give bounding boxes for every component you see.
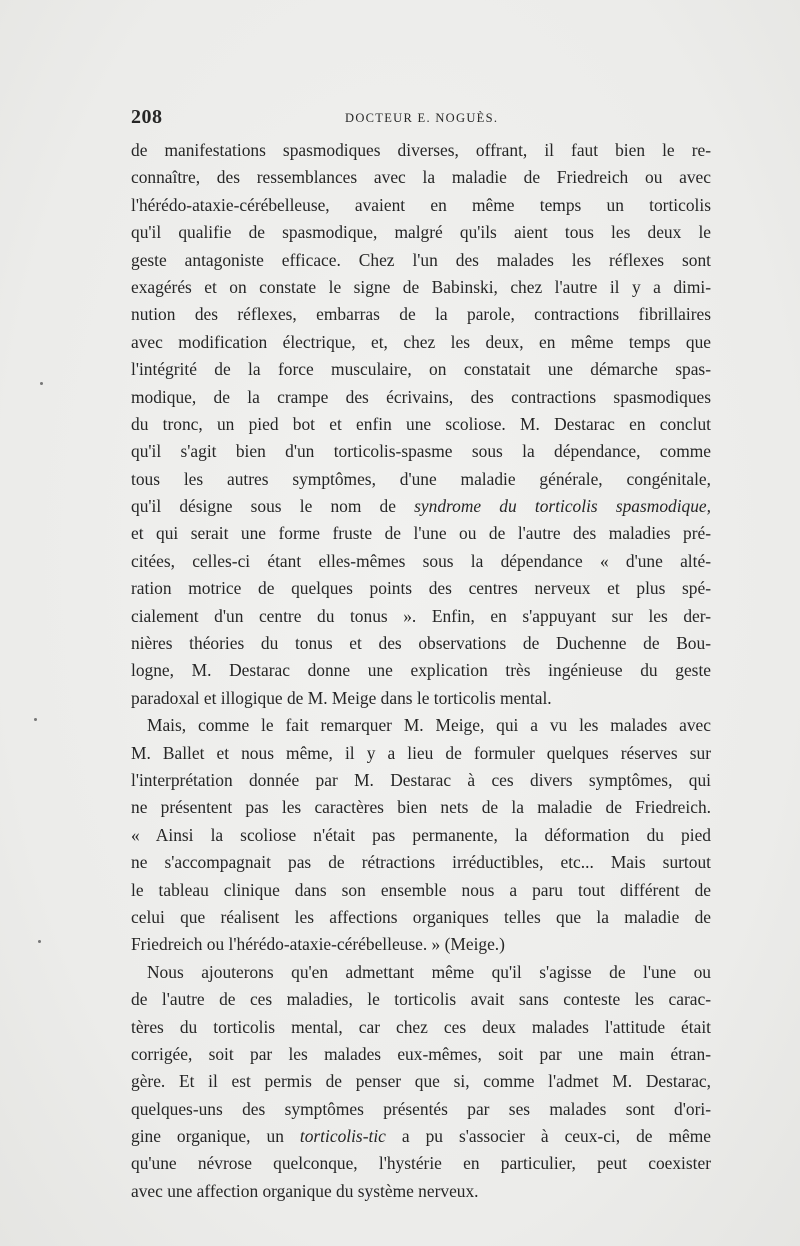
text-segment: qu'il désigne sous le nom de [131,496,396,517]
text-line: M. Ballet et nous même, il y a lieu de formuler quelques réserves sur [131,742,711,763]
text-line: geste antagoniste efficace. Chez l'un des malades les réflexes sont [131,249,711,270]
text-segment: gine organique, un [131,1126,284,1147]
text-segment: a pu s'associer à ceux-ci, de même [401,1126,711,1147]
paper-speck [38,940,41,943]
text-line: qu'il s'agit bien d'un torticolis-spasme sous la dépendance, comme [131,441,711,462]
text-line-mixed [131,493,711,520]
text-line: Mais, comme le fait remarquer M. Meige, qui a vu les malades avec [147,715,711,736]
text-line: ne s'accompagnait pas de rétractions irréductibles, etc... Mais surtout [131,852,711,873]
page-header [131,106,711,138]
text-line: nution des réflexes, embarras de la parole, contractions fibrillaires [131,304,711,325]
text-line: qu'il qualifie de spasmodique, malgré qu'ils aient tous les deux le [131,222,711,243]
text-line: Friedreich ou l'hérédo-ataxie-cérébelleuse. » (Meige.) [131,934,505,955]
text-line: Nous ajouterons qu'en admettant même qu'il s'agisse de l'une ou [147,961,711,982]
page-number: 208 [131,106,163,128]
paper-speck [40,382,43,385]
text-line: tous les autres symptômes, d'une maladie générale, congénitale, [131,468,711,489]
text-line: avec modification électrique, et, chez les deux, en même temps que [131,331,711,352]
body-text [131,137,711,1205]
paper-speck [34,718,37,721]
text-line: l'intégrité de la force musculaire, on constatait une démarche spas- [131,359,711,380]
text-line: le tableau clinique dans son ensemble nous a paru tout différent de [131,879,711,900]
text-line: « Ainsi la scoliose n'était pas permanente, la déformation du pied [131,824,711,845]
text-line: paradoxal et illogique de M. Meige dans le torticolis mental. [131,687,552,708]
text-line: ration motrice de quelques points des centres nerveux et plus spé- [131,578,711,599]
text-line: cialement d'un centre du tonus ». Enfin, en s'appuyant sur les der- [131,605,711,626]
running-head: DOCTEUR E. NOGUÈS. [345,111,499,125]
text-line: du tronc, un pied bot et enfin une scoliose. M. Destarac en conclut [131,413,711,434]
text-line: connaître, des ressemblances avec la maladie de Friedreich ou avec [131,167,711,188]
text-line: l'interprétation donnée par M. Destarac à ces divers symptômes, qui [131,769,711,790]
text-line: exagérés et on constate le signe de Babinski, chez l'autre il y a dimi- [131,276,711,297]
emphasis-syndrome: syndrome du torticolis spasmodique, [414,496,711,517]
text-line: l'hérédo-ataxie-cérébelleuse, avaient en même temps un torticolis [131,194,711,215]
text-line: nières théories du tonus et des observations de Duchenne de Bou- [131,633,711,654]
text-line: logne, M. Destarac donne une explication très ingénieuse du geste [131,660,711,681]
text-line-mixed [131,1123,711,1150]
text-line: ne présentent pas les caractères bien nets de la maladie de Friedreich. [131,797,711,818]
text-line: avec une affection organique du système nerveux. [131,1180,479,1201]
text-line: qu'une névrose quelconque, l'hystérie en particulier, peut coexister [131,1153,711,1174]
text-line: de l'autre de ces maladies, le torticolis avait sans conteste les carac- [131,989,711,1010]
text-line: celui que réalisent les affections organiques telles que la maladie de [131,906,711,927]
text-line: de manifestations spasmodiques diverses, offrant, il faut bien le re- [131,140,711,160]
text-line: modique, de la crampe des écrivains, des contractions spasmodiques [131,386,711,407]
text-line: gère. Et il est permis de penser que si, comme l'admet M. Destarac, [131,1071,711,1092]
text-line: corrigée, soit par les malades eux-mêmes, soit par une main étran- [131,1043,711,1064]
emphasis-torticolis-tic: torticolis-tic [299,1126,386,1147]
text-line: citées, celles-ci étant elles-mêmes sous la dépendance « d'une alté- [131,550,711,571]
text-line: tères du torticolis mental, car chez ces deux malades l'attitude était [131,1016,711,1037]
text-line: et qui serait une forme fruste de l'une ou de l'autre des maladies pré- [131,523,711,544]
text-line: quelques-uns des symptômes présentés par ses malades sont d'ori- [131,1098,711,1119]
